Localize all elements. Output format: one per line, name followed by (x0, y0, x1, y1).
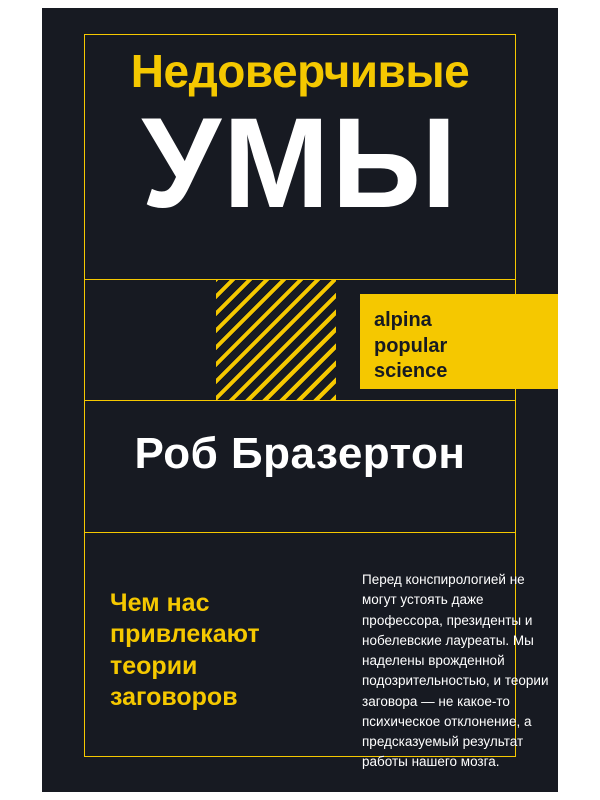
book-subtitle: Чем нас привлекают теории заговоров (110, 589, 260, 711)
book-title-line2: УМЫ (141, 92, 459, 235)
book-cover (42, 8, 558, 792)
hatched-square-decoration (216, 280, 336, 400)
book-author: Роб Бразертон (134, 429, 466, 478)
frame-rule-top (84, 34, 516, 35)
frame-rule-author-divider (84, 532, 516, 533)
imprint-line-1: alpina (374, 309, 432, 331)
imprint-line-3: science (374, 360, 448, 383)
frame-rule-imprint-divider (84, 400, 516, 401)
publisher-imprint-block (360, 294, 558, 389)
book-title-line1: Недоверчивые (130, 45, 470, 97)
book-blurb: Перед конспирологией не могут устоять даже профессора, президенты и нобелевские лауреаты. Мы наделены врожденной подозрительностью, и теории заговора — не какое-то психическое отклонение, а предсказуемый результат работы нашего мозга. (362, 572, 549, 770)
imprint-line-2: popular (374, 334, 448, 357)
